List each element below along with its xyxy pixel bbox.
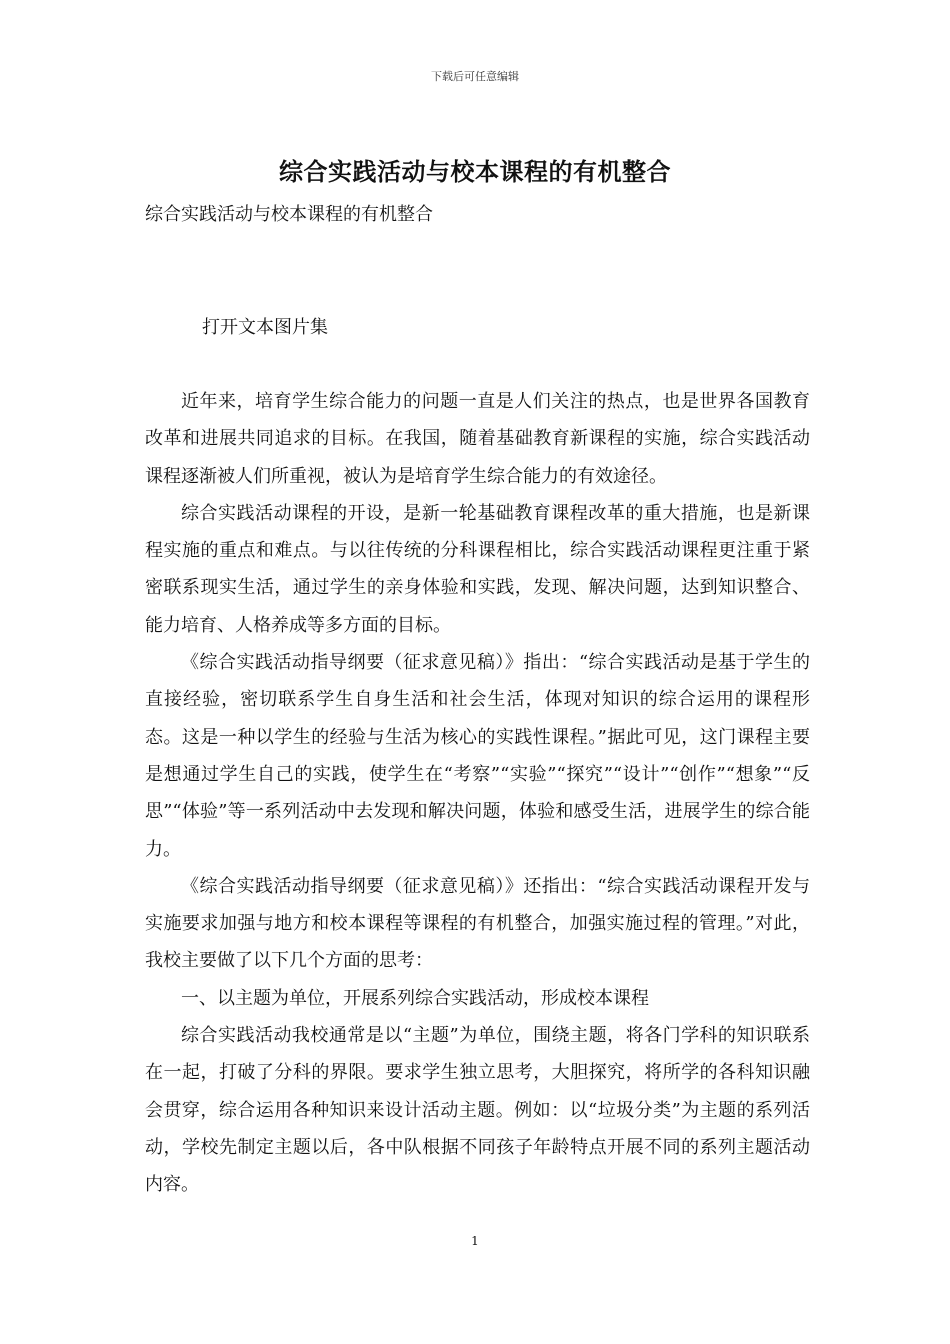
paragraph: 《综合实践活动指导纲要（征求意见稿）》指出：“综合实践活动是基于学生的直接经验，密切联系学生自身生活和社会生活，体现对知识的综合运用的课程形态。这是一种以学生的经验与生活为核心的实践性课程。”据此可见，这门课程主要是想通过学生自己的实践，使学生在“考察”“实验”“探究”“设计”“创作”“想象”“反思”“体验”等一系列活动中去发现和解决问题，体验和感受生活，进展学生的综合能力。 [145, 652, 810, 860]
document-title: 综合实践活动与校本课程的有机整合 [279, 157, 671, 186]
document-subtitle: 综合实践活动与校本课程的有机整合 [145, 204, 433, 225]
paragraph: 《综合实践活动指导纲要（征求意见稿）》还指出：“综合实践活动课程开发与实施要求加强与地方和校本课程等课程的有机整合，加强实施过程的管理。”对此，我校主要做了以下几个方面的思考： [145, 875, 810, 972]
page-number: 1 [471, 1234, 479, 1248]
document-body [145, 383, 810, 1204]
image-gallery-link[interactable]: 打开文本图片集 [202, 317, 328, 338]
paragraph: 综合实践活动我校通常是以“主题”为单位，围绕主题，将各门学科的知识联系在一起，打破了分科的界限。要求学生独立思考，大胆探究，将所学的各科知识融会贯穿，综合运用各种知识来设计活动主题。例如：以“垃圾分类”为主题的系列活动，学校先制定主题以后，各中队根据不同孩子年龄特点开展不同的系列主题活动内容。 [145, 1025, 810, 1196]
paragraph: 综合实践活动课程的开设，是新一轮基础教育课程改革的重大措施，也是新课程实施的重点和难点。与以往传统的分科课程相比，综合实践活动课程更注重于紧密联系现实生活，通过学生的亲身体验和实践，发现、解决问题，达到知识整合、能力培育、人格养成等多方面的目标。 [145, 502, 810, 636]
paragraph: 近年来，培育学生综合能力的问题一直是人们关注的热点，也是世界各国教育改革和进展共同追求的目标。在我国，随着基础教育新课程的实施，综合实践活动课程逐渐被人们所重视，被认为是培育学生综合能力的有效途径。 [145, 391, 810, 487]
header-note: 下载后可任意编辑 [431, 70, 519, 83]
section-heading: 一、以主题为单位，开展系列综合实践活动，形成校本课程 [181, 987, 649, 1009]
